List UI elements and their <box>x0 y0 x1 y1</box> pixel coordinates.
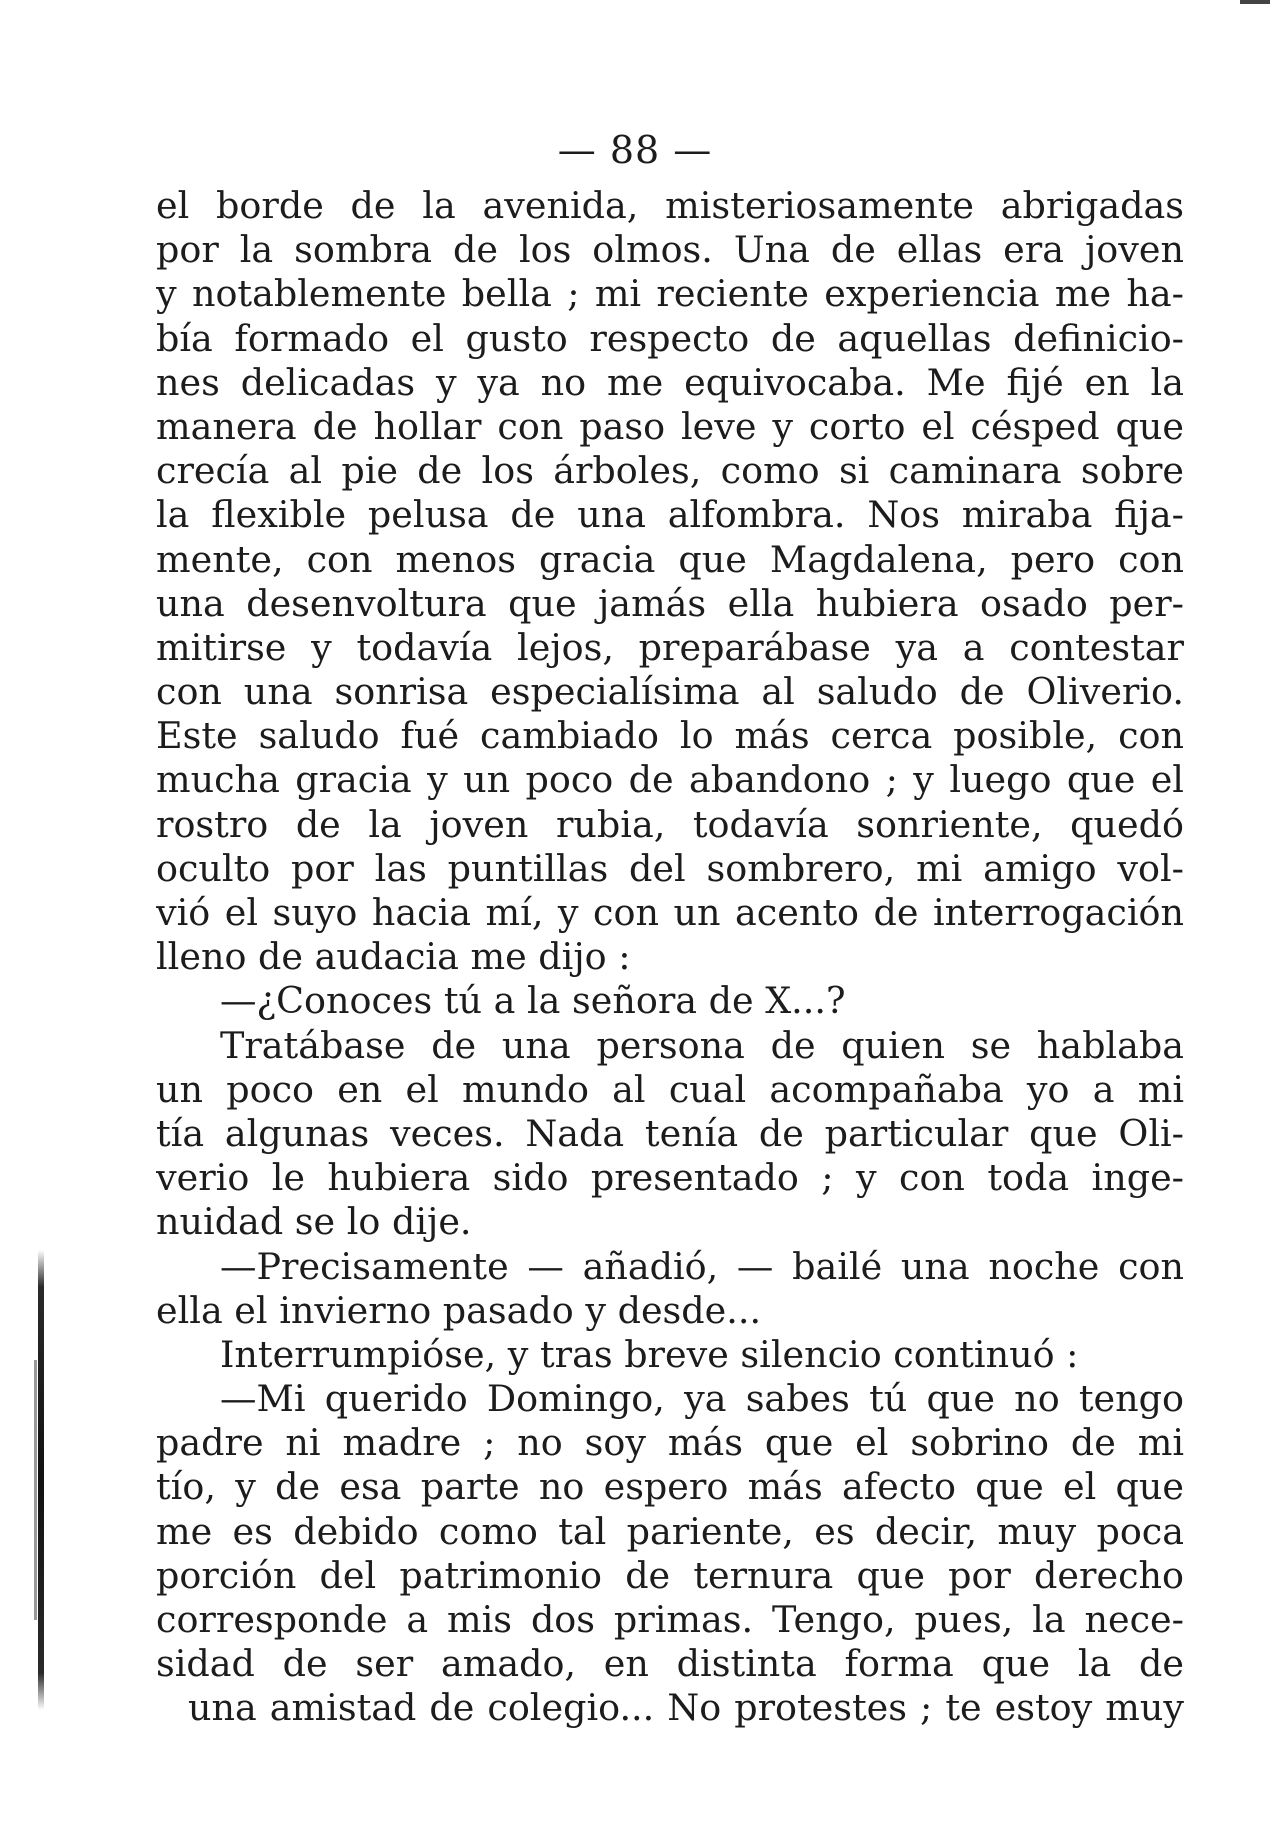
corner-mark <box>1240 0 1270 4</box>
text-line: rostro de la joven rubia, todavía sonriente, quedó <box>156 802 1184 846</box>
text-line: manera de hollar con paso leve y corto el césped que <box>156 404 1184 448</box>
text-line: tío, y de esa parte no espero más afecto que el que <box>156 1465 1184 1509</box>
text-line: ella el invierno pasado y desde... <box>156 1288 762 1332</box>
text-line: mucha gracia y un poco de abandono ; y luego que el <box>156 758 1184 802</box>
binding-edge-mark <box>38 1250 44 1710</box>
text-line: una desenvoltura que jamás ella hubiera osado per- <box>156 581 1184 625</box>
text-line: padre ni madre ; no soy más que el sobrino de mi <box>156 1421 1184 1465</box>
text-line: oculto por las puntillas del sombrero, mi amigo vol- <box>156 846 1184 890</box>
text-line: porción del patrimonio de ternura que por derecho <box>156 1553 1184 1597</box>
text-line: con una sonrisa especialísima al saludo de Oliverio. <box>156 670 1184 714</box>
text-line: un poco en el mundo al cual acompañaba yo a mi <box>156 1067 1184 1111</box>
text-line: mente, con menos gracia que Magdalena, pero con <box>156 537 1184 581</box>
text-line: y notablemente bella ; mi reciente experiencia me ha- <box>156 272 1184 316</box>
dialogue-line: —Precisamente — añadió, — bailé una noche con <box>220 1244 1184 1288</box>
paragraph-start: Interrumpióse, y tras breve silencio continuó : <box>220 1332 1079 1376</box>
body-text <box>156 184 1184 1731</box>
text-line: mitirse y todavía lejos, preparábase ya a contestar <box>156 625 1184 669</box>
text-line: me es debido como tal pariente, es decir, muy poca <box>156 1509 1184 1553</box>
paragraph-start: Tratábase de una persona de quien se hablaba <box>220 1023 1184 1067</box>
text-line: corresponde a mis dos primas. Tengo, pues, la nece- <box>156 1598 1184 1641</box>
text-line: bía formado el gusto respecto de aquellas definicio- <box>156 316 1184 360</box>
text-line: sidad de ser amado, en distinta forma que la de <box>156 1642 1184 1686</box>
binding-edge-mark <box>34 1360 37 1620</box>
page-number: — 88 — <box>557 128 713 172</box>
text-line: vió el suyo hacia mí, y con un acento de interrogación <box>156 891 1184 934</box>
text-line: nes delicadas y ya no me equivocaba. Me fijé en la <box>156 360 1184 404</box>
text-line: crecía al pie de los árboles, como si caminara sobre <box>156 449 1184 493</box>
dialogue-line: —¿Conoces tú a la señora de X...? <box>220 979 846 1023</box>
text-line: el borde de la avenida, misteriosamente abrigadas <box>156 184 1184 227</box>
text-line: Este saludo fué cambiado lo más cerca posible, con <box>156 714 1184 758</box>
text-line: una amistad de colegio... No protestes ; te estoy muy <box>188 1686 1184 1730</box>
text-line: tía algunas veces. Nada tenía de particular que Oli- <box>156 1111 1184 1155</box>
text-line: nuidad se lo dije. <box>156 1200 472 1244</box>
dialogue-line: —Mi querido Domingo, ya sabes tú que no tengo <box>220 1377 1184 1421</box>
text-line: por la sombra de los olmos. Una de ellas era joven <box>156 228 1184 272</box>
text-line: la flexible pelusa de una alfombra. Nos miraba fija- <box>156 493 1184 537</box>
text-line: lleno de audacia me dijo : <box>156 935 631 979</box>
text-line: verio le hubiera sido presentado ; y con toda inge- <box>156 1156 1184 1200</box>
